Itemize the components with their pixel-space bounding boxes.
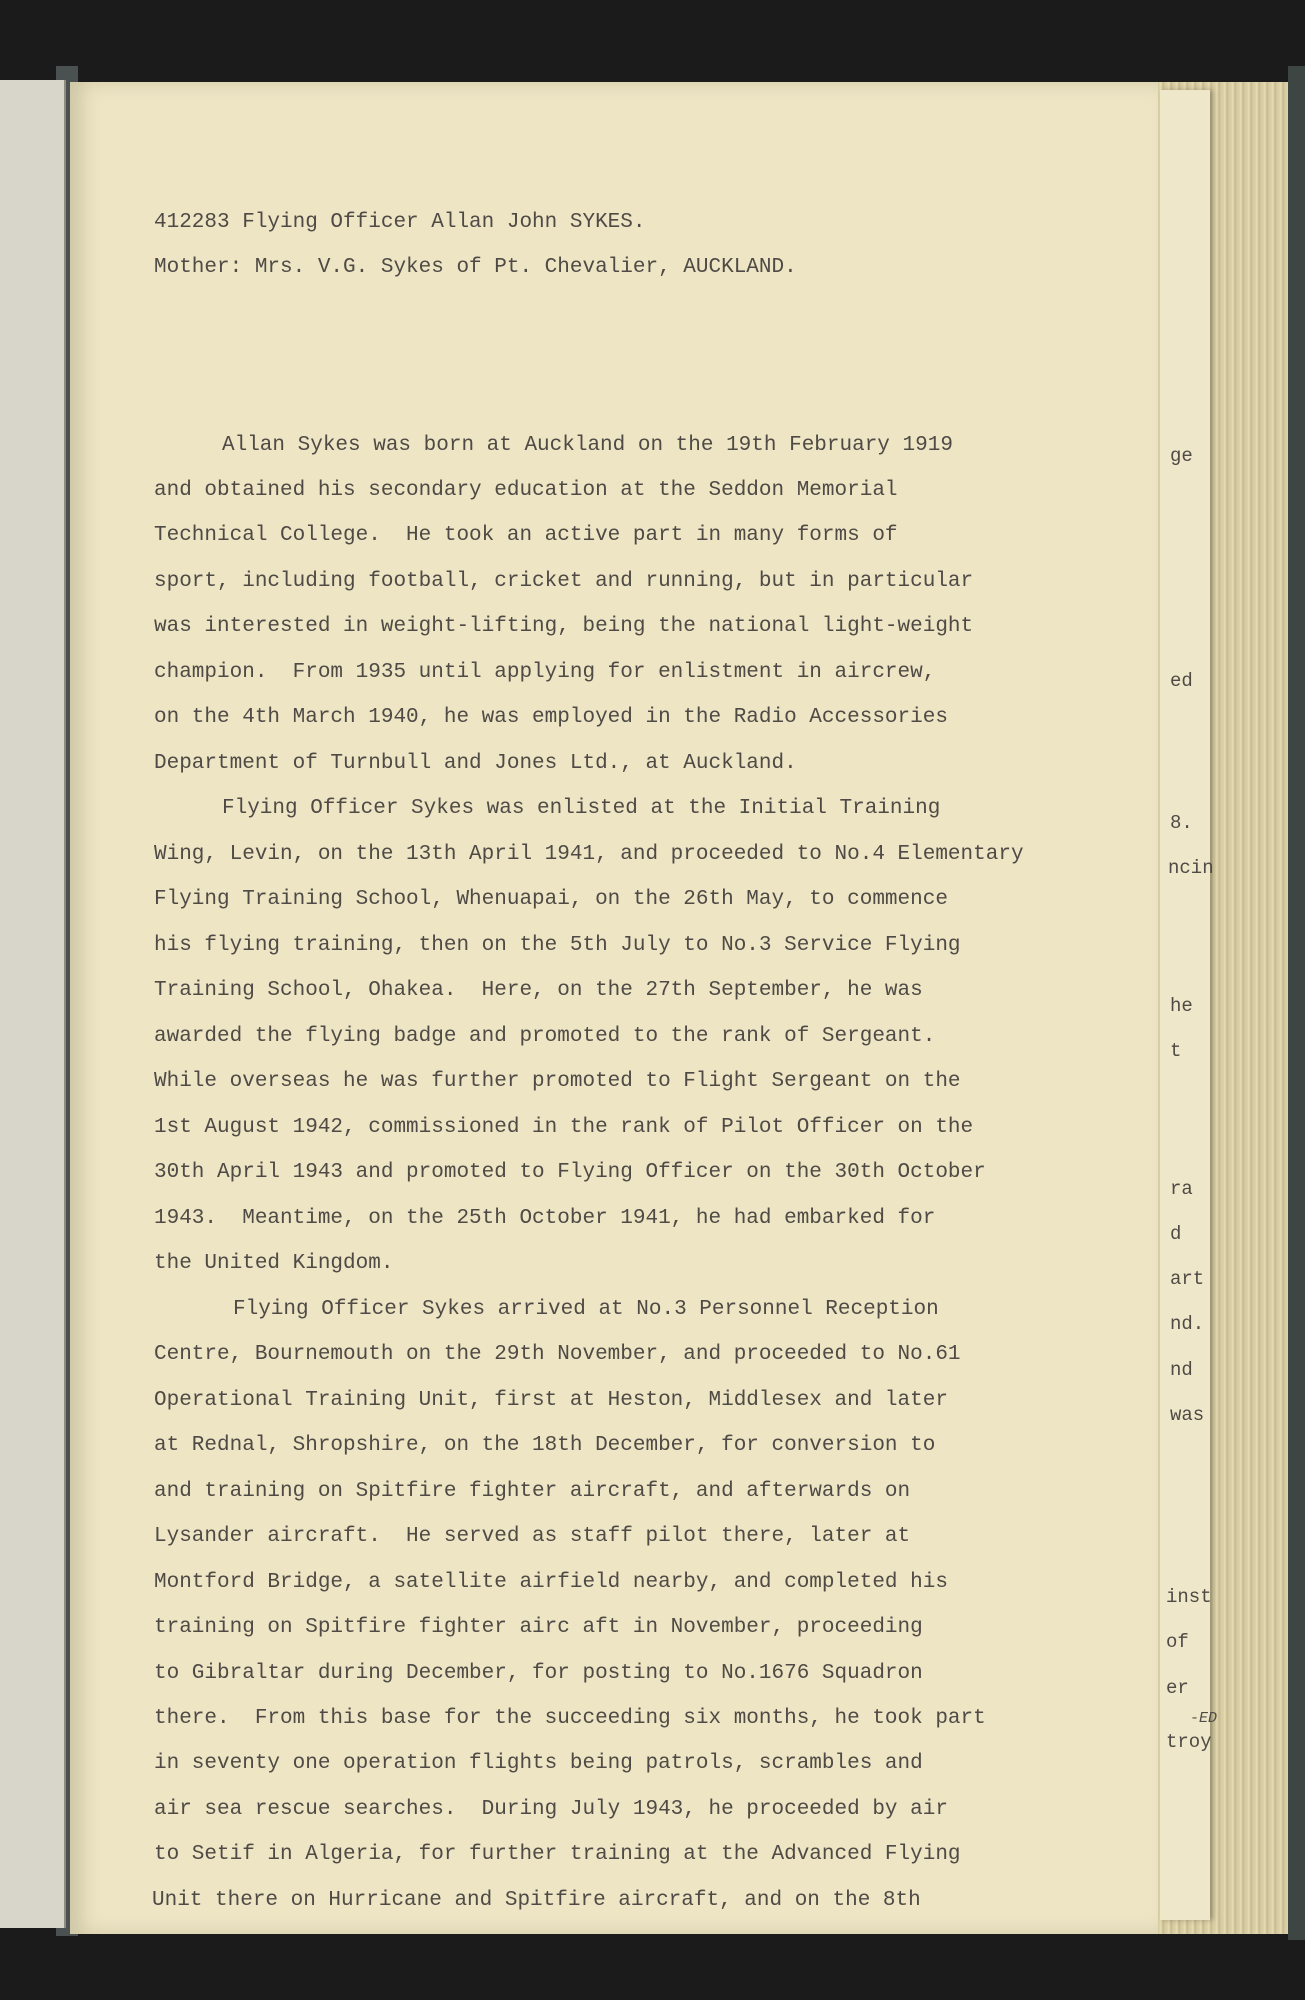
margin-fragment: ge	[1170, 445, 1193, 467]
margin-fragment: t	[1170, 1040, 1182, 1062]
body-line: awarded the flying badge and promoted to the rank of Sergeant.	[154, 1025, 936, 1048]
body-line: was interested in weight-lifting, being the national light-weight	[154, 615, 974, 638]
margin-fragment: d	[1170, 1223, 1182, 1245]
margin-fragment: was	[1170, 1404, 1205, 1426]
body-line: there. From this base for the succeeding six months, he took part	[154, 1707, 986, 1730]
body-line: 30th April 1943 and promoted to Flying Officer on the 30th October	[154, 1161, 986, 1184]
body-line: Department of Turnbull and Jones Ltd., at Auckland.	[154, 752, 797, 775]
body-line: training on Spitfire fighter airc aft in November, proceeding	[154, 1616, 923, 1639]
body-line: on the 4th March 1940, he was employed in the Radio Accessories	[154, 706, 948, 729]
body-line: sport, including football, cricket and running, but in particular	[154, 570, 974, 593]
body-line: Lysander aircraft. He served as staff pilot there, later at	[154, 1525, 911, 1548]
body-line: While overseas he was further promoted to Flight Sergeant on the	[154, 1070, 961, 1093]
body-line: Allan Sykes was born at Auckland on the 19th February 1919	[222, 434, 953, 457]
margin-fragment: 8.	[1170, 812, 1193, 834]
margin-fragment: ncin	[1168, 857, 1214, 879]
body-line: Operational Training Unit, first at Heston, Middlesex and later	[154, 1389, 948, 1412]
body-line: Flying Officer Sykes arrived at No.3 Personnel Reception	[233, 1298, 939, 1321]
body-line: to Gibraltar during December, for posting to No.1676 Squadron	[154, 1662, 923, 1685]
body-line: in seventy one operation flights being patrols, scrambles and	[154, 1752, 923, 1775]
body-line: Centre, Bournemouth on the 29th November, and proceeded to No.61	[154, 1343, 961, 1366]
margin-fragment: troy	[1166, 1731, 1212, 1753]
book-cover-edge	[1288, 66, 1305, 1940]
margin-fragment: er	[1166, 1677, 1189, 1699]
margin-fragment: inst	[1166, 1586, 1212, 1608]
margin-fragment: nd	[1170, 1359, 1193, 1381]
body-line: 1st August 1942, commissioned in the rank of Pilot Officer on the	[154, 1116, 974, 1139]
body-line: 1943. Meantime, on the 25th October 1941, he had embarked for	[154, 1207, 936, 1230]
body-line: and obtained his secondary education at the Seddon Memorial	[154, 479, 898, 502]
body-line: Flying Training School, Whenuapai, on the 26th May, to commence	[154, 888, 948, 911]
document-page	[70, 82, 1158, 1934]
left-page-edge	[0, 80, 66, 1928]
margin-fragment: ra	[1170, 1178, 1193, 1200]
body-line: the United Kingdom.	[154, 1252, 394, 1275]
margin-fragment: art	[1170, 1268, 1205, 1290]
body-line: Unit there on Hurricane and Spitfire aircraft, and on the 8th	[152, 1889, 921, 1912]
margin-fragment: -ED	[1190, 1710, 1218, 1727]
body-line: Wing, Levin, on the 13th April 1941, and proceeded to No.4 Elementary	[154, 843, 1024, 866]
body-line: at Rednal, Shropshire, on the 18th December, for conversion to	[154, 1434, 936, 1457]
body-line: Technical College. He took an active part in many forms of	[154, 524, 898, 547]
body-line: champion. From 1935 until applying for enlistment in aircrew,	[154, 661, 936, 684]
body-line: Montford Bridge, a satellite airfield nearby, and completed his	[154, 1571, 948, 1594]
margin-fragment: nd.	[1170, 1313, 1205, 1335]
body-line: his flying training, then on the 5th July to No.3 Service Flying	[154, 934, 961, 957]
header-name-line: 412283 Flying Officer Allan John SYKES.	[154, 211, 646, 234]
body-line: Flying Officer Sykes was enlisted at the Initial Training	[222, 797, 941, 820]
body-line: and training on Spitfire fighter aircraft, and afterwards on	[154, 1480, 911, 1503]
body-line: Training School, Ohakea. Here, on the 27th September, he was	[154, 979, 923, 1002]
header-mother-line: Mother: Mrs. V.G. Sykes of Pt. Chevalier, AUCKLAND.	[154, 256, 797, 279]
margin-fragment: ed	[1170, 670, 1193, 692]
body-line: air sea rescue searches. During July 1943, he proceeded by air	[154, 1798, 948, 1821]
margin-fragment: he	[1170, 995, 1193, 1017]
underlying-page-strip	[1160, 90, 1218, 1920]
margin-fragment: of	[1166, 1631, 1189, 1653]
body-line: to Setif in Algeria, for further training at the Advanced Flying	[154, 1843, 961, 1866]
